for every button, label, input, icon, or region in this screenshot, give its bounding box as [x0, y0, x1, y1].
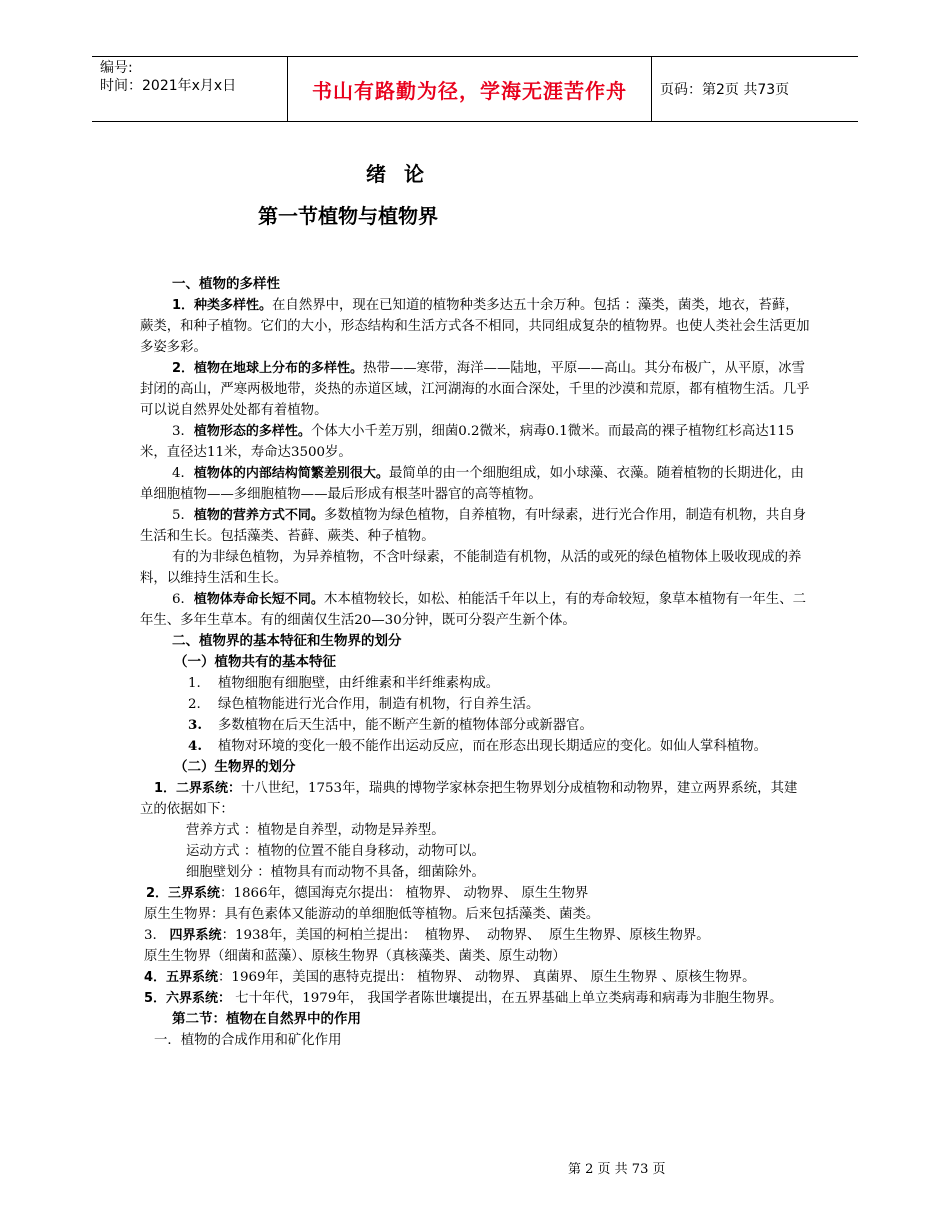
- number-label: 编号:: [100, 60, 133, 76]
- paragraph-6-number: 6．: [172, 592, 194, 607]
- list-text: 多数植物在后天生活中，能不断产生新的植物体部分或新器官。: [218, 718, 593, 733]
- subheading-division: （二）生物界的划分: [174, 759, 296, 775]
- header-meta: [92, 57, 287, 121]
- kingdom-system-4-lead: 四界系统: [169, 928, 222, 943]
- list-number: 3.: [188, 717, 202, 733]
- page-info-text: 页码：第2页 共73页: [660, 82, 790, 98]
- paragraph-4-lead: 植物体的内部结构简繁差别很大。: [193, 466, 389, 481]
- kingdom-system-2: [140, 778, 810, 820]
- list-item: [140, 694, 810, 715]
- list-item: [140, 715, 810, 736]
- kingdom-system-3-note: 原生生物界：具有色素体又能游动的单细胞低等植物。后来包括藻类、菌类。: [144, 907, 600, 922]
- list-number: 1.: [188, 676, 201, 691]
- basis-cellwall: 细胞壁划分 ：植物具有而动物不具备，细菌除外。: [186, 865, 485, 880]
- paragraph-6: [140, 589, 810, 631]
- document-body: [140, 274, 810, 1051]
- list-number: 4.: [188, 738, 202, 754]
- paragraph-4-text: 最简单的由一个细胞组成，如小球藻、衣藻。随着植物的长期进化，由单细胞植物——多细胞植物——最后形成有根茎叶器官的高等植物。: [140, 466, 805, 502]
- section-2-item-1: 一．植物的合成作用和矿化作用: [154, 1033, 342, 1048]
- paragraph-5: [140, 505, 810, 547]
- paragraph-3-number: 3．: [172, 424, 194, 439]
- main-title: 绪论: [366, 162, 442, 186]
- paragraph-5b: 有的为非绿色植物，为异养植物，不含叶绿素，不能制造有机物，从活的或死的绿色植物体上吸收现成的养料，以维持生活和生长。: [140, 550, 802, 586]
- paragraph-1-lead: 1．种类多样性。: [172, 298, 273, 313]
- page-footer: 第 2 页 共 73 页: [568, 1162, 666, 1177]
- kingdom-system-2-text: 十八世纪，1753年，瑞典的博物学家林奈把生物界划分成植物和动物界，建立两界系统，其建立的依据如下：: [140, 781, 798, 817]
- list-text: 植物对环境的变化一般不能作出运动反应，而在形态出现长期适应的变化。如仙人掌科植物。: [218, 739, 768, 754]
- list-item: [140, 736, 810, 757]
- kingdom-system-3-lead: 2．三界系统: [146, 886, 221, 901]
- paragraph-3: [140, 421, 810, 463]
- subheading-features: （一）植物共有的基本特征: [174, 654, 336, 670]
- kingdom-system-3: [140, 883, 810, 904]
- kingdom-system-5: [140, 967, 810, 988]
- paragraph-4-number: 4．: [172, 466, 194, 481]
- kingdom-system-2-lead: 1．二界系统：: [154, 781, 242, 796]
- paragraph-5-text: 多数植物为绿色植物，自养植物，有叶绿素，进行光合作用，制造有机物，共自身生活和生长。包括藻类、苔藓、蕨类、种子植物。: [140, 508, 806, 544]
- page-header: [92, 56, 858, 122]
- heading-kingdom: 二、植物界的基本特征和生物界的划分: [172, 633, 402, 649]
- paragraph-5-number: 5．: [172, 508, 194, 523]
- basis-nutrition: 营养方式 ：植物是自养型，动物是异养型。: [186, 823, 445, 838]
- motto-text: 书山有路勤为径，学海无涯苦作舟: [312, 78, 627, 103]
- header-motto-cell: [287, 57, 652, 121]
- paragraph-2-text: 热带——寒带，海洋——陆地，平原——高山。其分布极广，从平原，冰雪封闭的高山，严寒两极地带，炎热的赤道区域，江河湖海的水面合深处，千里的沙漠和荒原，都有植物生活。几乎可以说自然界处处都有着植物。: [140, 361, 810, 418]
- kingdom-system-6-text: 七十年代，1979年， 我国学者陈世壤提出，在五界基础上单立类病毒和病毒为非胞生物界。: [231, 991, 783, 1006]
- section-title: 第一节植物与植物界: [258, 204, 438, 228]
- kingdom-system-5-text: ：1969年，美国的惠特克提出： 植物界、 动物界、 真菌界、 原生生物界 、原核生物界。: [218, 970, 756, 985]
- list-number: 2.: [188, 697, 201, 712]
- kingdom-system-6: [140, 988, 810, 1009]
- paragraph-3-text: 个体大小千差万别，细菌0.2微米，病毒0.1微米。而最高的裸子植物红杉高达115米，直径达11米，寿命达3500岁。: [140, 424, 795, 460]
- time-label: 时间：2021年x月x日: [100, 78, 237, 94]
- heading-diversity: 一、植物的多样性: [172, 276, 280, 292]
- paragraph-1: [140, 295, 810, 358]
- paragraph-1-text: 在自然界中，现在已知道的植物种类多达五十余万种。包括 ：藻类，菌类，地衣，苔藓，蕨类，和种子植物。它们的大小，形态结构和生活方式各不相同，共同组成复杂的植物界。也使人类社会生活更加多姿多彩。: [140, 298, 810, 355]
- paragraph-3-lead: 植物形态的多样性。: [193, 424, 311, 439]
- paragraph-6-text: 木本植物较长，如松、柏能活千年以上，有的寿命较短，象草本植物有一年生、二年生、多年生草本。有的细菌仅生活20—30分钟，既可分裂产生新个体。: [140, 592, 806, 628]
- header-page-info: [652, 57, 858, 121]
- kingdom-system-4-text: ：1938年，美国的柯柏兰提出： 植物界、 动物界、 原生生物界、原核生物界。: [221, 928, 710, 943]
- kingdom-system-4: [140, 925, 810, 946]
- kingdom-system-5-lead: 4．五界系统: [144, 970, 219, 985]
- list-text: 绿色植物能进行光合作用，制造有机物，行自养生活。: [218, 697, 540, 712]
- kingdom-system-6-lead: 5．六界系统：: [144, 991, 232, 1006]
- heading-section-2: 第二节：植物在自然界中的作用: [172, 1011, 361, 1027]
- list-item: [140, 673, 810, 694]
- paragraph-5-lead: 植物的营养方式不同。: [193, 508, 324, 523]
- kingdom-system-4-number: 3.: [144, 928, 170, 943]
- paragraph-4: [140, 463, 810, 505]
- paragraph-2: [140, 358, 810, 421]
- list-text: 植物细胞有细胞壁，由纤维素和半纤维素构成。: [218, 676, 500, 691]
- paragraph-6-lead: 植物体寿命长短不同。: [193, 592, 324, 607]
- paragraph-2-lead: 2．植物在地球上分布的多样性。: [172, 361, 364, 376]
- basis-movement: 运动方式 ：植物的位置不能自身移动，动物可以。: [186, 844, 485, 859]
- kingdom-system-3-text: ：1866年，德国海克尔提出： 植物界、 动物界、 原生生物界: [220, 886, 589, 901]
- kingdom-system-4-note: 原生生物界（细菌和蓝藻）、原核生物界（真核藻类、菌类、原生动物）: [144, 949, 566, 964]
